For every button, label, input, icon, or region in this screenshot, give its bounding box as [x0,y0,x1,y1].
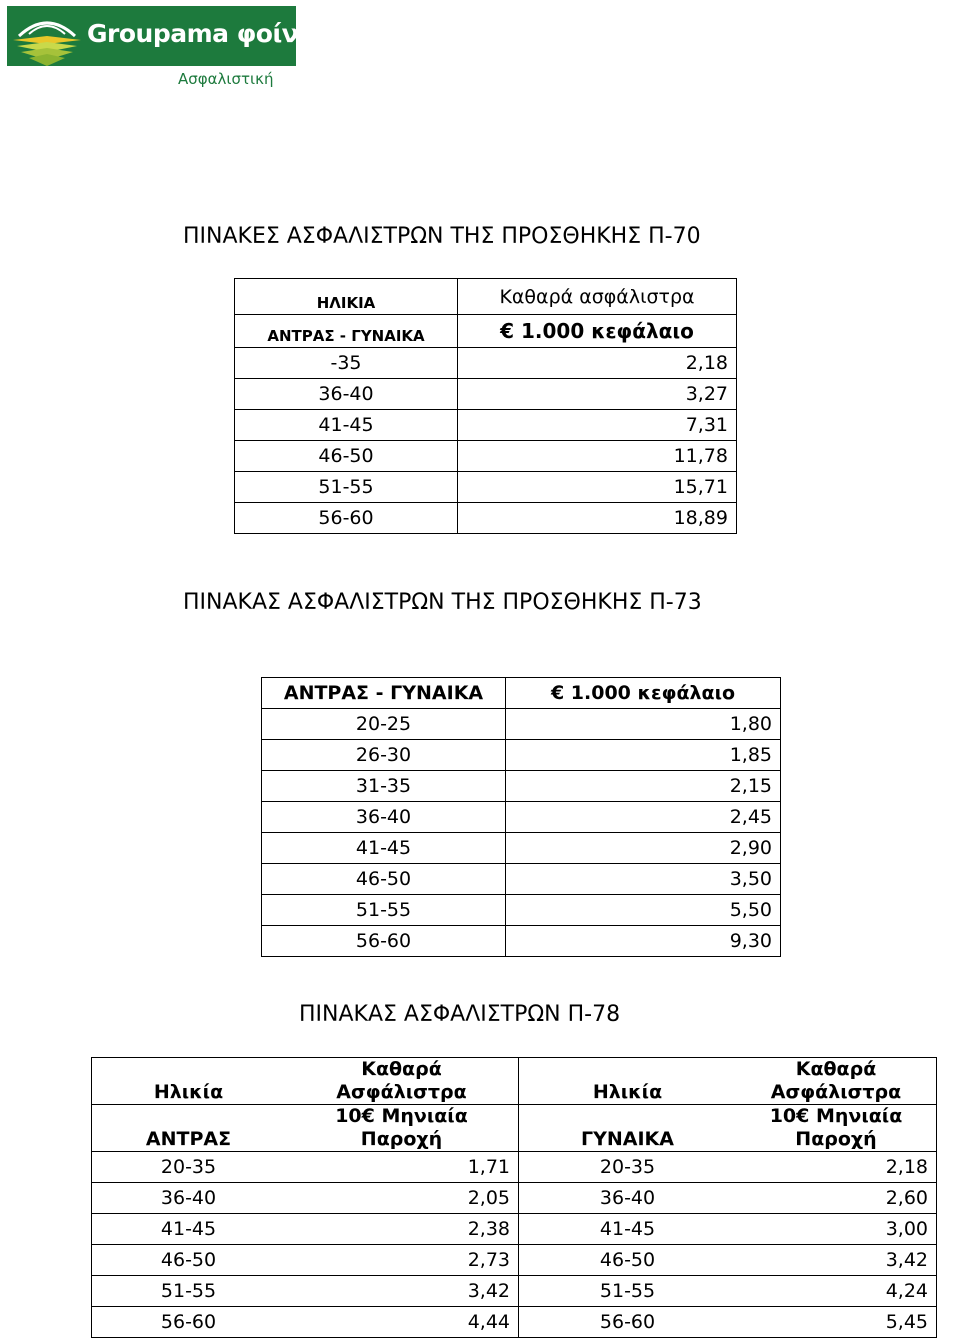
age-cell: 56-60 [235,503,458,534]
age-cell: 56-60 [262,926,506,957]
value-cell: 11,78 [458,441,737,472]
company-logo [7,6,322,66]
women-age-cell: 41-45 [519,1214,737,1245]
age-cell: 46-50 [262,864,506,895]
value-cell: 1,80 [506,709,781,740]
women-age-cell: 51-55 [519,1276,737,1307]
age-cell: 20-25 [262,709,506,740]
men-premium-label-2: Ασφάλιστρα [336,1081,467,1103]
premium-table-p70 [234,278,737,534]
men-value-cell: 2,73 [285,1245,519,1276]
men-age-cell: 46-50 [92,1245,286,1276]
women-value-cell: 3,42 [736,1245,937,1276]
table-row [262,895,781,926]
men-age-header: Ηλικία [153,1081,224,1103]
value-cell: 2,15 [506,771,781,802]
value-cell: 1,85 [506,740,781,771]
age-cell: 46-50 [235,441,458,472]
table-row [235,441,737,472]
women-value-cell: 2,18 [736,1152,937,1183]
table-row [92,1307,937,1338]
value-cell: 5,50 [506,895,781,926]
men-value-cell: 1,71 [285,1152,519,1183]
table-row [92,1183,937,1214]
value-cell: 18,89 [458,503,737,534]
women-benefit-header [736,1105,937,1152]
women-premium-label-1: Καθαρά [795,1058,877,1080]
table-row [262,864,781,895]
header-age: ΗΛΙΚΙΑ [235,279,458,315]
header-capital: € 1.000 κεφάλαιο [458,315,737,348]
age-cell: 41-45 [235,410,458,441]
table-row [262,802,781,833]
women-benefit-label-1: 10€ Μηνιαία [769,1105,903,1127]
value-cell: 2,18 [458,348,737,379]
age-cell: 51-55 [262,895,506,926]
table-row [235,379,737,410]
women-age-cell: 46-50 [519,1245,737,1276]
men-benefit-header [285,1105,519,1152]
men-benefit-label-2: Παροχή [360,1128,443,1150]
table-row [92,1276,937,1307]
women-value-cell: 3,00 [736,1214,937,1245]
value-cell: 2,90 [506,833,781,864]
premium-table-p78 [91,1057,937,1338]
men-value-cell: 3,42 [285,1276,519,1307]
value-cell: 3,27 [458,379,737,410]
women-age-cell: 20-35 [519,1152,737,1183]
age-cell: 31-35 [262,771,506,802]
table-row [235,410,737,441]
women-value-cell: 5,45 [736,1307,937,1338]
men-value-cell: 4,44 [285,1307,519,1338]
table-row [235,348,737,379]
header-gender: ΑΝΤΡΑΣ - ΓΥΝΑΙΚΑ [262,678,506,709]
value-cell: 7,31 [458,410,737,441]
logo-subtitle: Ασφαλιστική [178,70,274,88]
age-cell: 36-40 [262,802,506,833]
table-row [262,740,781,771]
header-capital: € 1.000 κεφάλαιο [550,682,736,704]
table1-title: ΠΙΝΑΚΕΣ ΑΣΦΑΛΙΣΤΡΩΝ ΤΗΣ ΠΡΟΣΘΗΚΗΣ Π-70 [183,224,701,249]
age-cell: -35 [235,348,458,379]
table-row [262,926,781,957]
table-row [262,709,781,740]
men-premium-header [285,1058,519,1105]
value-cell: 2,45 [506,802,781,833]
table-row [235,472,737,503]
men-premium-label-1: Καθαρά [361,1058,442,1080]
men-age-cell: 41-45 [92,1214,286,1245]
men-gender-header: ΑΝΤΡΑΣ [92,1105,286,1152]
men-value-cell: 2,38 [285,1214,519,1245]
age-cell: 26-30 [262,740,506,771]
sunrise-field-icon [7,6,87,66]
men-age-cell: 56-60 [92,1307,286,1338]
women-value-cell: 4,24 [736,1276,937,1307]
women-age-cell: 36-40 [519,1183,737,1214]
header-premium: Καθαρά ασφάλιστρα [499,285,695,308]
value-cell: 3,50 [506,864,781,895]
age-cell: 41-45 [262,833,506,864]
men-age-cell: 36-40 [92,1183,286,1214]
men-benefit-label-1: 10€ Μηνιαία [335,1105,468,1127]
men-value-cell: 2,05 [285,1183,519,1214]
women-benefit-label-2: Παροχή [795,1128,877,1150]
table-row [92,1214,937,1245]
women-age-header: Ηλικία [592,1081,663,1103]
table3-title: ΠΙΝΑΚΑΣ ΑΣΦΑΛΙΣΤΡΩΝ Π-78 [299,1002,621,1027]
age-cell: 51-55 [235,472,458,503]
table-row [262,833,781,864]
women-value-cell: 2,60 [736,1183,937,1214]
premium-table-p73 [261,677,781,957]
women-premium-header [736,1058,937,1105]
men-age-cell: 20-35 [92,1152,286,1183]
table2-title: ΠΙΝΑΚΑΣ ΑΣΦΑΛΙΣΤΡΩΝ ΤΗΣ ΠΡΟΣΘΗΚΗΣ Π-73 [183,590,702,615]
women-gender-header: ΓΥΝΑΙΚΑ [519,1105,737,1152]
men-age-cell: 51-55 [92,1276,286,1307]
value-cell: 9,30 [506,926,781,957]
value-cell: 15,71 [458,472,737,503]
table-row [235,503,737,534]
header-gender: ΑΝΤΡΑΣ - ΓΥΝΑΙΚΑ [235,315,458,348]
logo-brand-text: Groupama φοίνιξ [87,19,322,48]
table-row [92,1245,937,1276]
table-row [92,1152,937,1183]
women-premium-label-2: Ασφάλιστρα [770,1081,902,1103]
table-row [262,771,781,802]
women-age-cell: 56-60 [519,1307,737,1338]
age-cell: 36-40 [235,379,458,410]
